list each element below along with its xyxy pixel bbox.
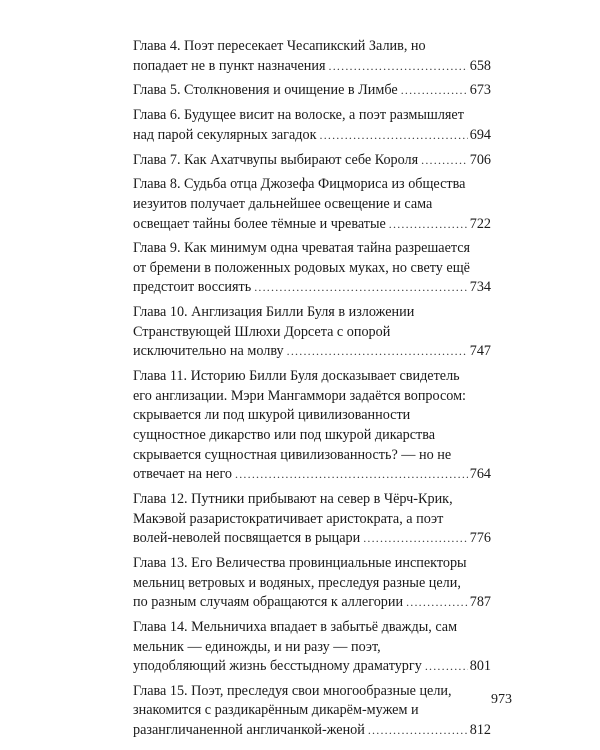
toc-entry-title-line: Глава 14. Мельничиха впадает в забытьё дважды, сам (133, 618, 458, 635)
toc-entry-title-line: иезуитов получает дальнейшее освещение и сама (133, 195, 433, 212)
toc-entry (133, 618, 491, 677)
toc-entry-last-line (133, 278, 491, 298)
dot-leader (401, 81, 468, 101)
toc-entry-title-end: по разным случаям обращаются к аллегории (133, 594, 404, 611)
toc-entry-page-number: 764 (469, 466, 491, 483)
toc-entry-title-line: мельниц ветровых и водяных, преследуя разные цели, (133, 574, 461, 591)
toc-entry-page-number: 787 (469, 594, 491, 611)
table-of-contents (133, 37, 491, 746)
dot-leader (287, 342, 468, 362)
dot-leader (320, 126, 468, 146)
toc-entry-title-end: исключительно на молву (133, 343, 284, 360)
toc-entry-title-end: разангличаненной англичанкой-женой (133, 722, 365, 739)
toc-entry-title-line: Глава 9. Как минимум одна чреватая тайна разрешается (133, 240, 471, 257)
toc-entry-title-line: от бремени в положенных родовых муках, но свету ещё (133, 259, 470, 276)
toc-entry-page-number: 673 (469, 82, 491, 99)
dot-leader (254, 278, 468, 298)
toc-entry-title-line: Макэвой разаристократичивает аристократа, а поэт (133, 510, 444, 527)
dot-leader (329, 57, 468, 77)
toc-entry (133, 367, 491, 485)
toc-entry-title-line: Глава 12. Путники прибывают на север в Чёрч-Крик, (133, 490, 453, 507)
toc-entry-title-end: Глава 7. Как Ахатчвупы выбирают себе Короля (133, 151, 419, 168)
toc-entry-title-end: попадает не в пункт назначения (133, 57, 326, 74)
toc-entry-last-line (133, 151, 491, 171)
toc-entry (133, 554, 491, 613)
toc-entry-title-line: знакомится с раздикарённым дикарём-мужем и (133, 702, 419, 719)
toc-entry-title-end: отвечает на него (133, 466, 233, 483)
toc-entry-title-end: Глава 5. Столкновения и очищение в Лимбе (133, 82, 398, 99)
toc-entry-page-number: 734 (469, 279, 491, 296)
toc-entry-last-line (133, 657, 491, 677)
toc-entry-title-line: Глава 10. Англизация Билли Буля в изложении (133, 304, 415, 321)
toc-entry-title-line: сущностное дикарство или под шкурой дикарства (133, 427, 436, 443)
toc-entry-page-number: 776 (469, 530, 491, 547)
toc-entry (133, 682, 491, 741)
toc-entry-title-line: Глава 6. Будущее висит на волоске, а поэт размышляет (133, 107, 464, 124)
toc-entry-title-line: скрывается ли под шкурой цивилизованности (133, 407, 411, 424)
toc-entry-title-line: Глава 15. Поэт, преследуя свои многообразные цели, (133, 682, 452, 699)
toc-entry-page-number: 812 (469, 722, 491, 739)
toc-entry-page-number: 658 (469, 57, 491, 74)
toc-entry-last-line (133, 126, 491, 146)
toc-entry (133, 490, 491, 549)
toc-entry-title-end: волей-неволей посвящается в рыцари (133, 530, 361, 547)
toc-entry (133, 175, 491, 234)
toc-entry-title-end: предстоит воссиять (133, 279, 252, 296)
toc-entry-last-line (133, 342, 491, 362)
toc-entry-last-line (133, 465, 491, 485)
toc-entry-page-number: 801 (469, 658, 491, 675)
toc-entry (133, 239, 491, 298)
toc-entry-page-number: 706 (469, 151, 491, 168)
dot-leader (368, 721, 468, 741)
dot-leader (421, 151, 468, 171)
toc-entry (133, 37, 491, 76)
toc-entry-title-line: мельник — единожды, и ни разу — поэт, (133, 638, 381, 655)
toc-entry-page-number: 722 (469, 215, 491, 232)
toc-entry-last-line (133, 57, 491, 77)
toc-entry-page-number: 694 (469, 126, 491, 143)
toc-entry (133, 303, 491, 362)
toc-entry-title-line: скрывается сущностная цивилизованность? — но не (133, 446, 452, 463)
toc-entry-title-line: Глава 8. Судьба отца Джозефа Фицмориса из общества (133, 176, 466, 193)
toc-entry-last-line (133, 81, 491, 101)
toc-entry (133, 151, 491, 171)
toc-entry-title-end: освещает тайны более тёмные и чреватые (133, 215, 386, 232)
toc-entry-last-line (133, 215, 491, 235)
toc-entry-title-end: уподобляющий жизнь бесстыдному драматургу (133, 658, 422, 675)
page-number: 973 (491, 692, 512, 707)
toc-entry (133, 81, 491, 101)
dot-leader (389, 215, 468, 235)
toc-entry-page-number: 747 (469, 343, 491, 360)
toc-entry-last-line (133, 593, 491, 613)
dot-leader (363, 529, 468, 549)
dot-leader (425, 657, 468, 677)
toc-entry-title-line: Глава 13. Его Величества провинциальные инспекторы (133, 554, 467, 571)
toc-entry-title-line: Глава 4. Поэт пересекает Чесапикский Залив, но (133, 38, 426, 54)
toc-entry-title-end: над парой секулярных загадок (133, 126, 317, 143)
toc-entry-title-line: Глава 11. Историю Билли Буля досказывает свидетель (133, 368, 460, 385)
toc-entry (133, 106, 491, 145)
toc-entry-title-line: Странствующей Шлюхи Дорсета с опорой (133, 323, 391, 340)
dot-leader (235, 465, 468, 485)
dot-leader (406, 593, 468, 613)
toc-entry-title-line: его англизации. Мэри Мангаммори задаётся вопросом: (133, 387, 467, 404)
toc-entry-last-line (133, 721, 491, 741)
toc-entry-last-line (133, 529, 491, 549)
